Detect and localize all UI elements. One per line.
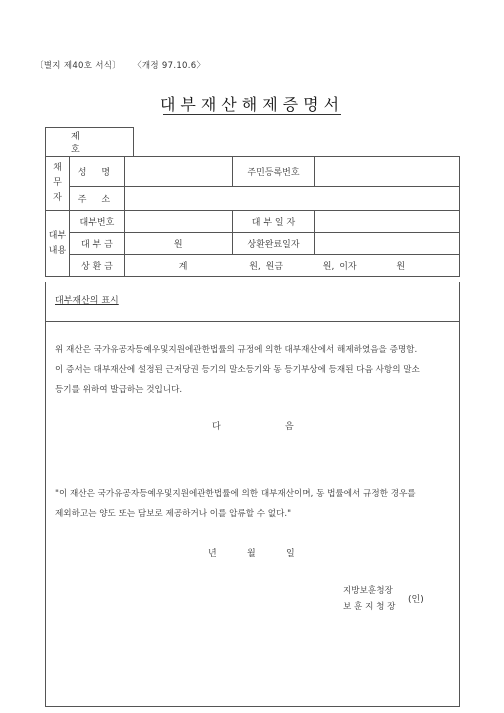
address-field[interactable]: [124, 187, 459, 211]
form-header: [35, 59, 205, 71]
loan-no-field[interactable]: [124, 211, 232, 233]
repay-amount-label: 상 환 금: [69, 255, 124, 277]
property-label: 대부재산의 표시: [55, 296, 119, 306]
certification-paragraph: [55, 340, 455, 400]
loan-date-field[interactable]: [315, 211, 460, 233]
para-line-3: 등기를 위하여 발급하는 것입니다.: [55, 385, 183, 395]
loan-group-label: 대부 내용: [46, 211, 70, 277]
loan-amount-label: 대 부 금: [69, 233, 124, 255]
da-text: 다: [212, 422, 221, 432]
repay-won-2: 원,: [322, 262, 335, 272]
revision-date: 〈개정 97.10.6〉: [133, 61, 206, 71]
debtor-group-label: 채 무 자: [46, 157, 70, 211]
rrn-field[interactable]: [315, 157, 460, 187]
repay-principal-label: 원금: [265, 262, 284, 272]
won-unit: 원: [173, 240, 183, 250]
para-line-1: 위 재산은 국가유공자등예우및지원에관한법률의 규정에 의한 대부재산에서 해제하였음을 증명함.: [55, 345, 418, 355]
seal-mark: (인): [408, 595, 424, 605]
repay-won-1: 원,: [249, 262, 261, 272]
year-label: 년: [208, 549, 217, 559]
loan-date-label: 대 부 일 자: [232, 211, 315, 233]
repay-amount-field[interactable]: [124, 255, 459, 277]
document-title: 대부재산해제증명서: [159, 95, 345, 114]
quote-line-2: 제외하고는 양도 또는 담보로 제공하거나 이를 압류할 수 없다.": [55, 509, 292, 519]
property-divider: [45, 321, 460, 322]
certificate-table: [45, 156, 460, 277]
form-number: 〔별지 제40호 서식〕: [35, 61, 122, 71]
month-label: 월: [247, 549, 256, 559]
day-label: 일: [286, 549, 295, 559]
loan-no-label: 대부번호: [69, 211, 124, 233]
title-underline: [163, 114, 341, 115]
repay-done-field[interactable]: [315, 233, 460, 255]
para-line-2: 이 증서는 대부재산에 설정된 근저당권 등기의 말소등기와 동 등기부상에 등재된 다음 사항의 말소: [55, 365, 420, 375]
office-regional: 지방보훈청장: [343, 586, 393, 596]
address-label: 주 소: [69, 187, 124, 211]
number-label: 제 호: [71, 131, 106, 155]
restriction-notice: [55, 484, 455, 524]
name-field[interactable]: [124, 157, 232, 187]
name-label: 성 명: [69, 157, 124, 187]
quote-line-1: "이 재산은 국가유공자등예우및지원에관한법률에 의한 대부재산이며, 동 법률에서 규정한 경우를: [55, 489, 416, 499]
repay-won-3: 원: [396, 262, 406, 272]
loan-amount-field[interactable]: [124, 233, 232, 255]
rrn-label: 주민등록번호: [232, 157, 315, 187]
repay-done-label: 상환완료일자: [232, 233, 315, 255]
repay-total-label: 계: [178, 262, 188, 272]
eum-text: 음: [285, 422, 294, 432]
office-branch: 보 훈 지 청 장: [343, 602, 396, 612]
repay-interest-label: 이자: [339, 262, 357, 272]
